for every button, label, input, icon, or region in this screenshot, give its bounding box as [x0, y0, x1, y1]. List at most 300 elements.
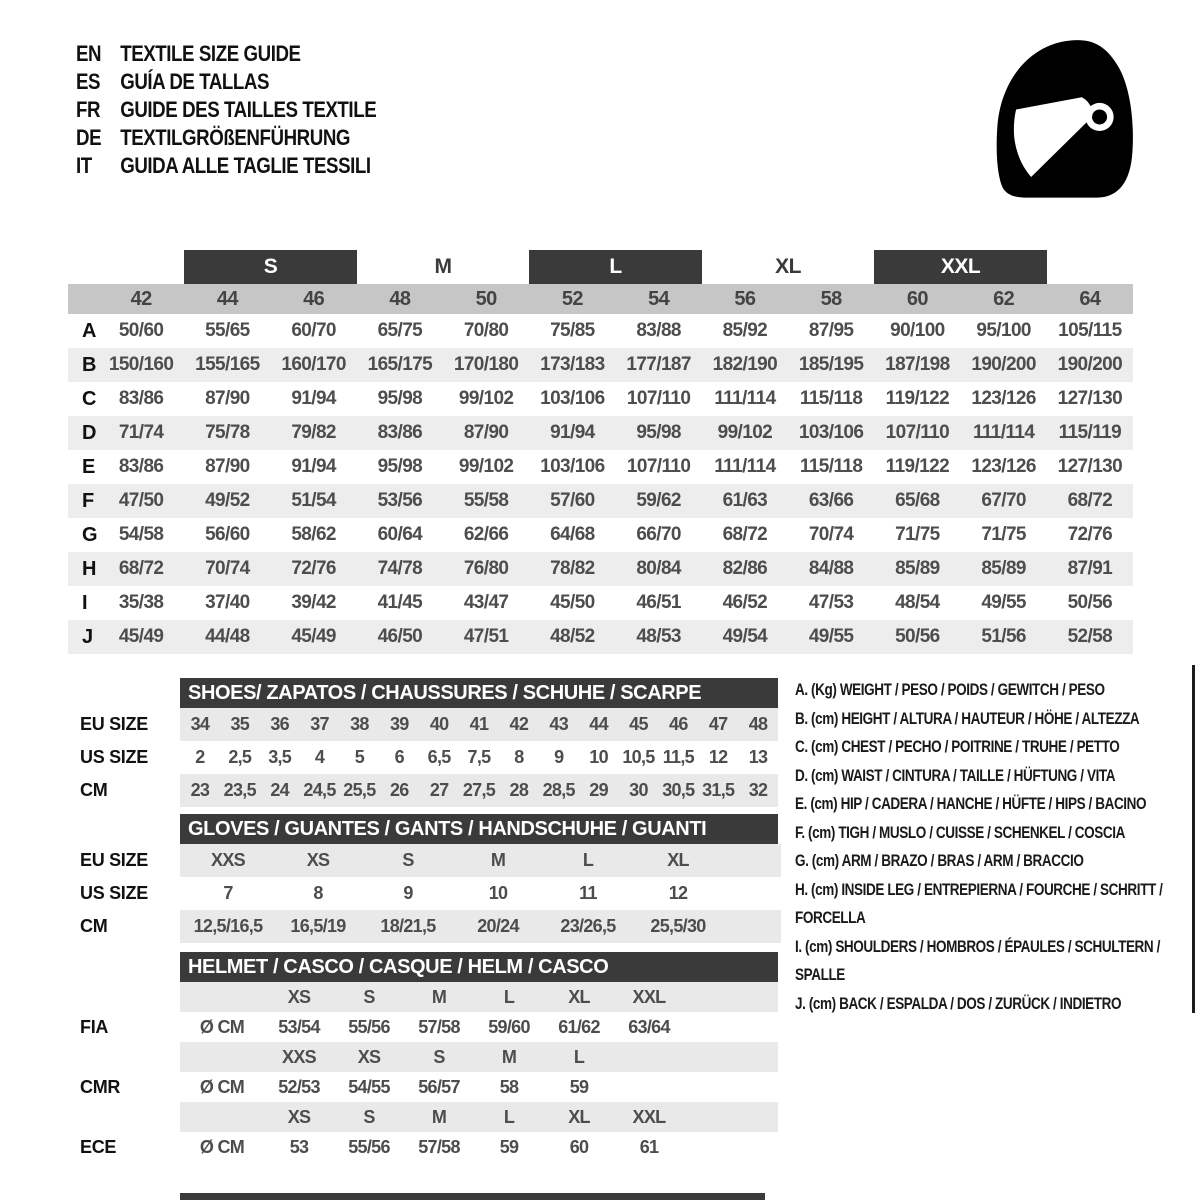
size-cell: 182/190	[712, 354, 778, 375]
language-code: EN	[76, 41, 102, 66]
size-cell: 49/54	[722, 626, 768, 647]
language-title-list	[76, 40, 376, 180]
numeric-size: 58	[820, 287, 842, 310]
table-row	[68, 348, 1133, 382]
row-letter: F	[82, 489, 95, 512]
size-cell: 32	[748, 780, 768, 800]
size-cell: 12	[668, 883, 688, 903]
table-row	[68, 314, 1133, 348]
size-cell: 43/47	[463, 592, 509, 613]
size-cell: 12	[708, 747, 728, 767]
empty-cell	[180, 982, 264, 1012]
size-cell: 36	[270, 714, 289, 734]
visor-pivot-inner	[1092, 109, 1107, 124]
size-cell: 61	[639, 1136, 659, 1157]
row-letter: H	[82, 557, 97, 580]
size-cell: 30	[629, 780, 648, 800]
legend-item: J. (cm) BACK / ESPALDA / DOS / ZURÜCK / INDIETRO	[795, 994, 1122, 1013]
row-label: US SIZE	[80, 883, 148, 903]
size-cell: 61/63	[722, 490, 768, 511]
numeric-size: 56	[734, 287, 756, 310]
size-cell: 53/56	[377, 490, 423, 511]
row-label: CM	[80, 780, 108, 800]
size-cell: 71/75	[981, 524, 1026, 545]
size-cell: 127/130	[1057, 388, 1123, 409]
size-cell: 35/38	[118, 592, 164, 613]
size-cell: 30,5	[662, 780, 695, 800]
language-title: GUIDE DES TAILLES TEXTILE	[120, 97, 377, 122]
size-cell: XS	[287, 1106, 311, 1127]
unit-cell: Ø CM	[199, 1136, 245, 1157]
size-cell: 41/45	[377, 592, 423, 613]
size-cell: 95/98	[377, 456, 423, 477]
row-letter: I	[82, 591, 88, 614]
numeric-size: 52	[561, 287, 583, 310]
size-cell: 26	[389, 780, 409, 800]
size-cell: 165/175	[367, 354, 433, 375]
size-cell: 25,5/30	[650, 916, 706, 936]
size-cell: 49/55	[808, 626, 854, 647]
row-label: EU SIZE	[80, 714, 148, 734]
row-letter: G	[82, 523, 98, 546]
size-cell: XXS	[211, 850, 245, 870]
size-cell: 23,5	[223, 780, 256, 800]
size-cell: 70/74	[808, 524, 854, 545]
language-row	[76, 40, 376, 68]
size-cell: 35	[230, 714, 250, 734]
size-cell: 37	[310, 714, 329, 734]
size-cell: 57/58	[418, 1136, 460, 1157]
legend-item: G. (cm) ARM / BRAZO / BRAS / ARM / BRACCIO	[795, 852, 1084, 870]
size-cell: 54/58	[118, 524, 164, 545]
size-cell: 48/52	[550, 626, 595, 647]
bottom-cutoff-bar	[180, 1193, 765, 1200]
size-cell: 55/56	[348, 1136, 390, 1157]
size-cell: 91/94	[550, 422, 595, 443]
legend-item: D. (cm) WAIST / CINTURA / TAILLE / HÜFTUNG / VITA	[795, 766, 1116, 785]
row-letter: A	[82, 319, 97, 342]
size-cell: 59	[499, 1136, 519, 1157]
size-cell: 47	[708, 714, 728, 734]
textile-size-table	[68, 250, 1133, 654]
size-cell: 119/122	[885, 456, 950, 477]
shoes-section-title: SHOES/ ZAPATOS / CHAUSSURES / SCHUHE / SCARPE	[188, 681, 702, 704]
legend-item: B. (cm) HEIGHT / ALTURA / HAUTEUR / HÖHE / ALTEZZA	[795, 709, 1140, 728]
row-label: FIA	[80, 1016, 109, 1037]
size-cell: 52/58	[1067, 626, 1113, 647]
numeric-size: 46	[303, 287, 325, 310]
size-cell: 11	[579, 883, 597, 903]
size-cell: 10,5	[622, 747, 655, 767]
size-cell: 66/70	[636, 524, 681, 545]
language-title: TEXTILGRÖßENFÜHRUNG	[120, 125, 351, 150]
size-cell: 65/68	[895, 490, 940, 511]
size-cell: 87/91	[1067, 558, 1113, 579]
size-cell: 48/54	[895, 592, 940, 613]
size-cell: 83/86	[377, 422, 423, 443]
right-edge-divider	[1192, 665, 1195, 1013]
language-title: TEXTILE SIZE GUIDE	[120, 41, 301, 66]
size-cell: 55/56	[348, 1016, 390, 1037]
size-cell: 3,5	[268, 747, 292, 767]
size-cell: M	[501, 1046, 517, 1067]
size-cell: 50/60	[118, 320, 164, 341]
size-cell: 59/60	[488, 1016, 530, 1037]
size-cell: 51/54	[291, 490, 336, 511]
size-cell: S	[402, 850, 414, 870]
table-row	[68, 416, 1133, 450]
size-cell: 7,5	[467, 747, 491, 767]
table-row	[180, 774, 778, 807]
numeric-size: 50	[475, 287, 497, 310]
helmet-icon	[988, 32, 1138, 200]
legend-item: E. (cm) HIP / CADERA / HANCHE / HÜFTE / HIPS / BACINO	[795, 795, 1147, 813]
helmet-section-bar	[180, 952, 778, 982]
size-cell: 57/58	[418, 1016, 460, 1037]
size-cell: 68/72	[1067, 490, 1113, 511]
size-cell: L	[573, 1046, 585, 1067]
size-cell: 45	[629, 714, 648, 734]
size-cell: 27,5	[462, 780, 496, 800]
size-cell: 111/114	[714, 388, 776, 409]
size-group-row	[68, 250, 1133, 284]
size-cell: 31,5	[702, 780, 735, 800]
size-cell: 8	[313, 883, 323, 903]
size-cell	[614, 1042, 684, 1072]
size-cell: 4	[314, 747, 325, 767]
size-cell: XL	[568, 1106, 590, 1127]
size-cell: 83/88	[636, 320, 681, 341]
size-cell: 111/114	[972, 422, 1035, 443]
size-cell: 62/66	[463, 524, 509, 545]
size-cell: 43	[549, 714, 569, 734]
table-row	[180, 1132, 778, 1162]
size-cell: 90/100	[890, 320, 945, 341]
unit-cell: Ø CM	[199, 1076, 245, 1097]
size-cell: 46/52	[722, 592, 768, 613]
legend-item: H. (cm) INSIDE LEG / ENTREPIERNA / FOURCHE / SCHRITT / FORCELLA	[795, 880, 1163, 927]
size-cell: 58	[499, 1076, 519, 1097]
unit-cell: Ø CM	[199, 1016, 245, 1037]
table-row	[68, 552, 1133, 586]
size-cell: 187/198	[885, 354, 950, 375]
size-cell: 63/64	[628, 1016, 670, 1037]
size-cell: XS	[287, 986, 311, 1007]
size-cell: 44/48	[205, 626, 250, 647]
size-cell: 56/60	[205, 524, 250, 545]
table-row	[180, 982, 778, 1012]
size-cell: 78/82	[550, 558, 595, 579]
size-cell: 53	[289, 1136, 309, 1157]
numeric-size: 48	[389, 287, 411, 310]
size-cell: 41	[469, 714, 489, 734]
measurement-legend	[795, 676, 1189, 1018]
language-title: GUÍA DE TALLAS	[120, 69, 270, 94]
size-cell: 123/126	[971, 388, 1036, 409]
size-cell: 75/78	[205, 422, 250, 443]
size-cell: 107/110	[626, 388, 691, 409]
size-cell: 7	[223, 883, 233, 903]
size-group-m: M	[434, 255, 452, 278]
size-cell: 87/90	[463, 422, 509, 443]
size-cell: 45/49	[118, 626, 164, 647]
size-cell	[614, 1072, 684, 1102]
size-cell: 70/80	[463, 320, 509, 341]
size-cell: 76/80	[463, 558, 509, 579]
size-cell: 52/53	[278, 1076, 320, 1097]
size-cell: 185/195	[798, 354, 864, 375]
size-cell: 68/72	[722, 524, 768, 545]
size-cell: 71/74	[118, 422, 164, 443]
size-cell: 6	[394, 747, 404, 767]
legend-item: I. (cm) SHOULDERS / HOMBROS / ÉPAULES / SCHULTERN / SPALLE	[795, 937, 1160, 984]
language-code: FR	[76, 97, 101, 122]
size-cell: 13	[748, 747, 768, 767]
size-cell: 56/57	[418, 1076, 460, 1097]
size-cell: 47/51	[463, 626, 509, 647]
size-cell: 47/50	[118, 490, 164, 511]
size-cell: 105/115	[1058, 320, 1122, 341]
size-cell: 80/84	[636, 558, 681, 579]
size-cell: 160/170	[281, 354, 346, 375]
legend-item: F. (cm) TIGH / MUSLO / CUISSE / SCHENKEL / COSCIA	[795, 823, 1125, 842]
numeric-size: 54	[648, 287, 670, 310]
row-label: CMR	[80, 1076, 121, 1097]
table-row	[180, 1012, 778, 1042]
size-cell: 95/98	[636, 422, 681, 443]
language-code: IT	[76, 153, 92, 178]
size-cell: 10	[488, 883, 508, 903]
row-label: EU SIZE	[80, 850, 148, 870]
size-cell: 170/180	[453, 354, 519, 375]
size-cell: 51/56	[981, 626, 1026, 647]
size-cell: 23	[190, 780, 210, 800]
size-cell: 71/75	[895, 524, 940, 545]
size-cell: 123/126	[971, 456, 1036, 477]
size-cell: 150/160	[108, 354, 174, 375]
table-row	[180, 1102, 778, 1132]
size-cell: 44	[589, 714, 608, 734]
size-cell: 29	[589, 780, 608, 800]
size-cell: 84/88	[808, 558, 854, 579]
size-cell: 9	[554, 747, 564, 767]
numeric-size: 60	[906, 287, 928, 310]
size-cell: 61/62	[558, 1016, 600, 1037]
row-label: US SIZE	[80, 747, 148, 767]
size-cell: 54/55	[348, 1076, 390, 1097]
empty-cell	[180, 1102, 264, 1132]
table-row	[180, 910, 781, 943]
size-cell: 74/78	[377, 558, 423, 579]
language-code: DE	[76, 125, 102, 150]
size-cell: 79/82	[291, 422, 336, 443]
size-cell: 173/183	[540, 354, 605, 375]
size-cell: 65/75	[377, 320, 423, 341]
size-cell: 83/86	[118, 388, 164, 409]
size-cell: 49/52	[205, 490, 250, 511]
size-cell: 60/64	[377, 524, 423, 545]
size-cell: 53/54	[278, 1016, 320, 1037]
size-cell: 39/42	[291, 592, 336, 613]
size-cell: 12,5/16,5	[193, 916, 263, 936]
row-letter: J	[82, 625, 94, 648]
numeric-size: 44	[216, 287, 238, 310]
numeric-size: 64	[1079, 287, 1101, 310]
size-cell: 34	[190, 714, 210, 734]
size-cell: 155/165	[195, 354, 260, 375]
numeric-size-row	[68, 284, 1133, 314]
size-cell: 55/65	[205, 320, 250, 341]
row-letter: E	[82, 455, 96, 478]
size-cell: 87/90	[205, 456, 250, 477]
size-cell: 46/51	[636, 592, 681, 613]
size-group-xxl: XXL	[874, 250, 1047, 284]
language-row	[76, 68, 376, 96]
size-cell: M	[490, 850, 506, 870]
size-cell: 83/86	[118, 456, 164, 477]
size-cell: 18/21,5	[380, 916, 436, 936]
size-cell: 20/24	[477, 916, 519, 936]
size-group-s: S	[184, 250, 357, 284]
size-cell: 40	[429, 714, 449, 734]
size-cell: 10	[589, 747, 608, 767]
size-cell: XS	[357, 1046, 381, 1067]
row-letter: C	[82, 387, 97, 410]
size-cell: 63/66	[808, 490, 854, 511]
corner-cell	[68, 284, 98, 314]
size-cell: 46	[669, 714, 688, 734]
table-row	[180, 877, 781, 910]
size-cell: 91/94	[291, 456, 336, 477]
size-cell: M	[431, 986, 447, 1007]
size-cell: 95/100	[976, 320, 1031, 341]
size-cell: XL	[568, 986, 590, 1007]
size-cell: 37/40	[205, 592, 250, 613]
row-letter: D	[82, 421, 97, 444]
size-cell: L	[503, 1106, 515, 1127]
size-cell: 107/110	[885, 422, 950, 443]
size-cell: 95/98	[377, 388, 423, 409]
size-cell: 45/50	[550, 592, 595, 613]
size-cell: 6,5	[427, 747, 451, 767]
size-cell: 2	[195, 747, 205, 767]
size-cell: 68/72	[118, 558, 164, 579]
size-cell: 99/102	[458, 388, 514, 409]
size-cell: 70/74	[205, 558, 250, 579]
size-cell: 75/85	[550, 320, 595, 341]
size-cell: 8	[514, 747, 524, 767]
size-cell: 103/106	[540, 388, 605, 409]
empty-cell	[180, 1042, 264, 1072]
size-cell: 85/89	[895, 558, 940, 579]
size-cell: 115/118	[799, 388, 863, 409]
size-cell: 59/62	[636, 490, 681, 511]
size-cell: 27	[429, 780, 449, 800]
size-cell: 24	[270, 780, 289, 800]
size-cell: 57/60	[550, 490, 595, 511]
size-cell: 5	[354, 747, 365, 767]
row-label: CM	[80, 916, 108, 936]
table-row	[68, 484, 1133, 518]
size-cell: 119/122	[885, 388, 950, 409]
size-cell: 87/95	[808, 320, 854, 341]
size-group-xl: XL	[775, 255, 801, 278]
size-cell: 99/102	[717, 422, 773, 443]
legend-item: C. (cm) CHEST / PECHO / POITRINE / TRUHE / PETTO	[795, 738, 1120, 756]
size-cell: 55/58	[463, 490, 509, 511]
language-row	[76, 96, 376, 124]
table-row	[68, 586, 1133, 620]
size-cell: 127/130	[1057, 456, 1123, 477]
table-row	[180, 844, 781, 877]
row-letter: B	[82, 353, 97, 376]
size-cell: 28	[509, 780, 529, 800]
size-cell: 47/53	[808, 592, 854, 613]
size-cell: L	[503, 986, 515, 1007]
size-cell: XXL	[632, 986, 666, 1007]
size-cell: 82/86	[722, 558, 768, 579]
table-row	[180, 741, 778, 774]
size-cell: 99/102	[458, 456, 514, 477]
gloves-section-title: GLOVES / GUANTES / GANTS / HANDSCHUHE / GUANTI	[188, 817, 707, 840]
size-cell: 85/89	[981, 558, 1026, 579]
size-cell: S	[363, 1106, 375, 1127]
numeric-size: 62	[993, 287, 1015, 310]
size-cell: 177/187	[626, 354, 691, 375]
textile-rows	[68, 314, 1133, 654]
size-cell: 64/68	[550, 524, 595, 545]
size-cell: 58/62	[291, 524, 336, 545]
table-row	[180, 708, 778, 741]
size-cell: 24,5	[303, 780, 336, 800]
legend-item: A. (Kg) WEIGHT / PESO / POIDS / GEWITCH / PESO	[795, 681, 1105, 699]
size-cell: 50/56	[1067, 592, 1113, 613]
size-cell: 115/119	[1058, 422, 1122, 443]
size-cell: 72/76	[1067, 524, 1113, 545]
size-cell: 111/114	[714, 456, 776, 477]
language-code: ES	[76, 69, 101, 94]
size-cell: 72/76	[291, 558, 336, 579]
size-cell: 67/70	[981, 490, 1026, 511]
size-cell: 9	[403, 883, 413, 903]
size-cell: 59	[569, 1076, 589, 1097]
size-cell: XS	[306, 850, 330, 870]
size-cell: 16,5/19	[290, 916, 346, 936]
size-cell: L	[582, 850, 594, 870]
row-label: ECE	[80, 1136, 117, 1157]
size-cell: 60	[569, 1136, 589, 1157]
size-cell: 23/26,5	[560, 916, 616, 936]
size-cell: 85/92	[722, 320, 768, 341]
size-cell: 91/94	[291, 388, 336, 409]
size-cell: 115/118	[799, 456, 863, 477]
size-cell: 42	[509, 714, 529, 734]
size-cell: XXL	[632, 1106, 666, 1127]
language-title: GUIDA ALLE TAGLIE TESSILI	[120, 153, 371, 178]
gloves-section-bar	[180, 814, 778, 844]
size-cell: M	[431, 1106, 447, 1127]
size-cell: 49/55	[981, 592, 1026, 613]
size-cell: 190/200	[971, 354, 1036, 375]
size-group-l: L	[529, 250, 702, 284]
size-cell: 48	[748, 714, 768, 734]
size-cell: S	[363, 986, 375, 1007]
size-cell: XL	[667, 850, 689, 870]
language-row	[76, 152, 376, 180]
size-cell: 11,5	[662, 747, 694, 767]
size-cell: XXS	[282, 1046, 316, 1067]
size-cell: 38	[350, 714, 369, 734]
